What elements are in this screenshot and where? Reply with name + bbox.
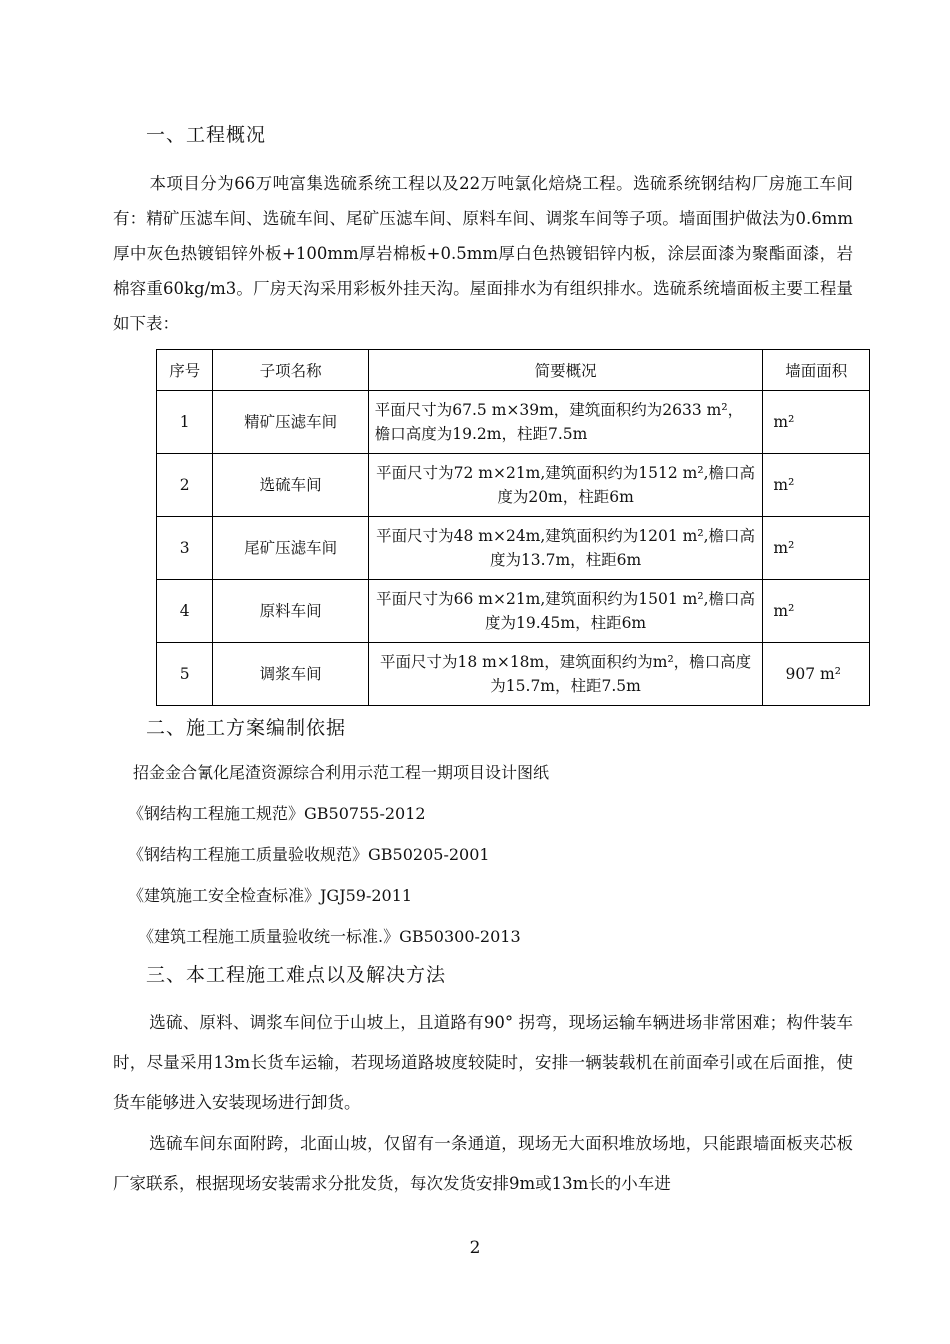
row-desc: 平面尺寸为67.5 m×39m，建筑面积约为2633 m²，檐口高度为19.2m，柱距7.5m <box>368 391 763 454</box>
row-area: 907 m² <box>763 643 870 706</box>
row-desc: 平面尺寸为18 m×18m，建筑面积约为m²，檐口高度为15.7m，柱距7.5m <box>368 643 763 706</box>
row-name: 尾矿压滤车间 <box>213 517 368 580</box>
table-row <box>157 643 870 706</box>
table-header-row <box>157 350 870 391</box>
row-area: m² <box>763 391 870 454</box>
section-3-paragraph-1-text: 选硫、原料、调浆车间位于山坡上，且道路有90° 拐弯，现场运输车辆进场非常困难；构件装车时，尽量采用13m长货车运输，若现场道路坡度较陡时，安排一辆装载机在前面牵引或在后面推，使货车能够进入安装现场进行卸货。 <box>113 1013 853 1112</box>
row-name: 选硫车间 <box>213 454 368 517</box>
reference-item: 《建筑工程施工质量验收统一标准.》GB50300-2013 <box>138 927 521 946</box>
reference-item: 《钢结构工程施工质量验收规范》GB50205-2001 <box>128 845 490 864</box>
page-number: 2 <box>469 1238 481 1258</box>
table-row <box>157 580 870 643</box>
row-name: 原料车间 <box>213 580 368 643</box>
header-name: 子项名称 <box>213 350 368 391</box>
reference-item: 《建筑施工安全检查标准》JGJ59-2011 <box>128 886 413 905</box>
section-3-heading: 三、本工程施工难点以及解决方法 <box>146 964 447 986</box>
row-area: m² <box>763 517 870 580</box>
section-3-paragraph-2 <box>113 1124 853 1204</box>
row-area: m² <box>763 454 870 517</box>
header-area: 墙面面积 <box>763 350 870 391</box>
section-2-heading: 二、施工方案编制依据 <box>146 717 347 739</box>
section-3-paragraph-1 <box>113 1003 853 1123</box>
reference-item: 招金金合氰化尾渣资源综合利用示范工程一期项目设计图纸 <box>133 763 550 782</box>
row-desc: 平面尺寸为48 m×24m,建筑面积约为1201 m²,檐口高度为13.7m，柱距6m <box>368 517 763 580</box>
row-no: 5 <box>157 643 213 706</box>
table-row <box>157 391 870 454</box>
row-desc: 平面尺寸为66 m×21m,建筑面积约为1501 m²,檐口高度为19.45m，柱距6m <box>368 580 763 643</box>
row-no: 3 <box>157 517 213 580</box>
section-1-paragraph-text: 本项目分为66万吨富集选硫系统工程以及22万吨氯化焙烧工程。选硫系统钢结构厂房施工车间有：精矿压滤车间、选硫车间、尾矿压滤车间、原料车间、调浆车间等子项。墙面围护做法为0.6mm厚中灰色热镀铝锌外板+100mm厚岩棉板+0.5mm厚白色热镀铝锌内板，涂层面漆为聚酯面漆，岩棉容重60kg/m3。厂房天沟采用彩板外挂天沟。屋面排水为有组织排水。选硫系统墙面板主要工程量如下表： <box>113 174 853 333</box>
row-name: 调浆车间 <box>213 643 368 706</box>
work-quantity-table <box>156 349 870 706</box>
row-no: 2 <box>157 454 213 517</box>
table-row <box>157 454 870 517</box>
header-desc: 简要概况 <box>368 350 763 391</box>
row-name: 精矿压滤车间 <box>213 391 368 454</box>
reference-item: 《钢结构工程施工规范》GB50755-2012 <box>128 804 426 823</box>
section-1-heading: 一、工程概况 <box>146 124 267 146</box>
section-1-paragraph <box>113 166 853 341</box>
row-no: 4 <box>157 580 213 643</box>
section-3-paragraph-2-text: 选硫车间东面附跨，北面山坡，仅留有一条通道，现场无大面积堆放场地，只能跟墙面板夹芯板厂家联系，根据现场安装需求分批发货，每次发货安排9m或13m长的小车进 <box>113 1134 853 1193</box>
header-no: 序号 <box>157 350 213 391</box>
table-row <box>157 517 870 580</box>
row-desc: 平面尺寸为72 m×21m,建筑面积约为1512 m²,檐口高度为20m，柱距6m <box>368 454 763 517</box>
row-area: m² <box>763 580 870 643</box>
row-no: 1 <box>157 391 213 454</box>
